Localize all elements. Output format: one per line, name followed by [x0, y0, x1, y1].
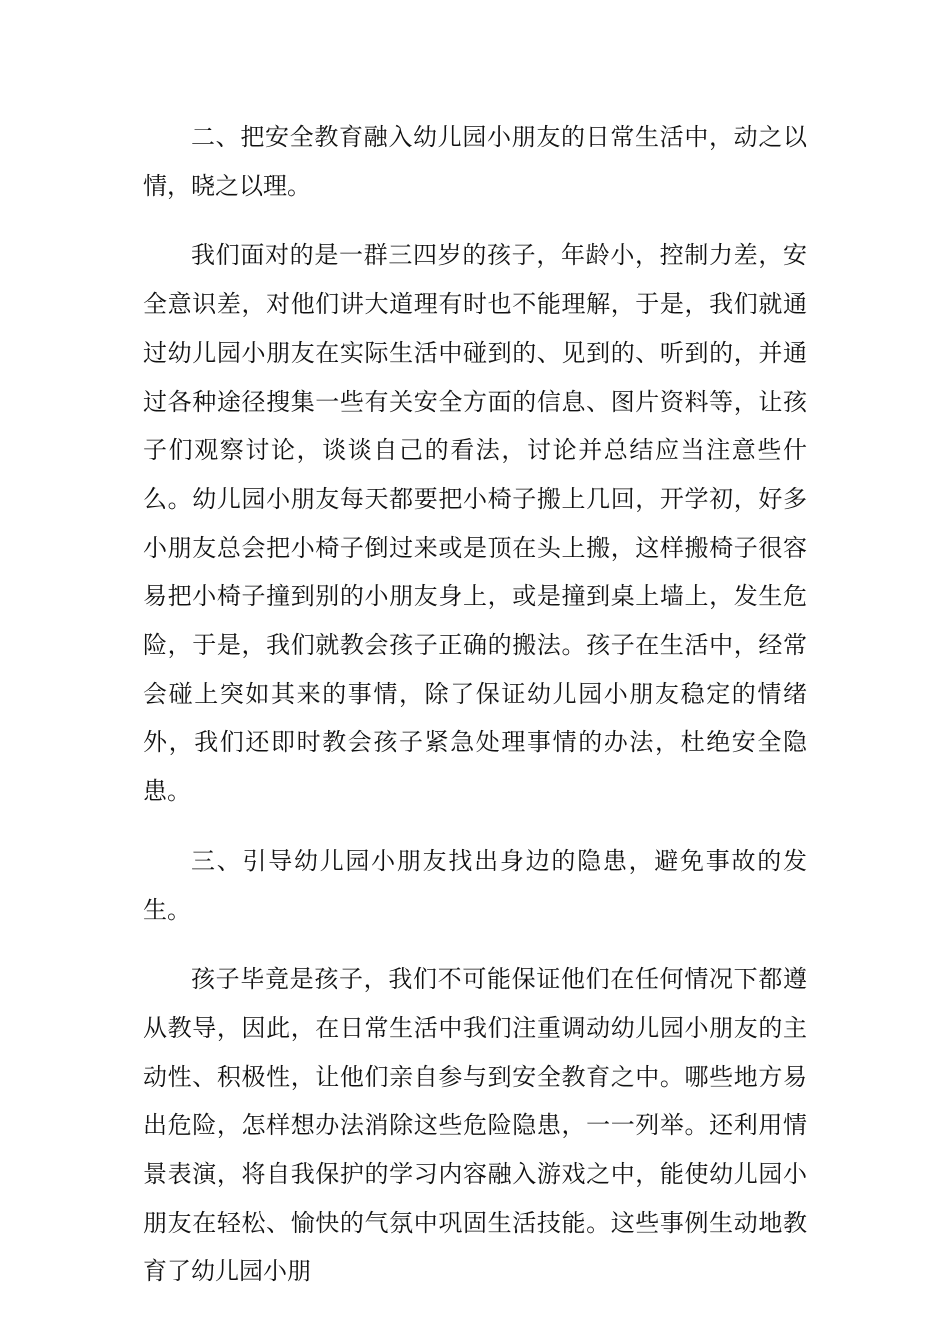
document-body: [143, 113, 807, 1296]
heading-section-three: 三、引导幼儿园小朋友找出身边的隐患，避免事故的发生。: [143, 846, 807, 924]
paragraph-body-one: 我们面对的是一群三四岁的孩子，年龄小，控制力差，安全意识差，对他们讲大道理有时也不能理解，于是，我们就通过幼儿园小朋友在实际生活中碰到的、见到的、听到的，并通过各种途径搜集一些有关安全方面的信息、图片资料等，让孩子们观察讨论，谈谈自己的看法，讨论并总结应当注意些什么。幼儿园小朋友每天都要把小椅子搬上几回，开学初，好多小朋友总会把小椅子倒过来或是顶在头上搬，这样搬椅子很容易把小椅子撞到别的小朋友身上，或是撞到桌上墙上，发生危险，于是，我们就教会孩子正确的搬法。孩子在生活中，经常会碰上突如其来的事情，除了保证幼儿园小朋友稳定的情绪外，我们还即时教会孩子紧急处理事情的办法，杜绝安全隐患。: [143, 241, 807, 806]
paragraph-body-two: 孩子毕竟是孩子，我们不可能保证他们在任何情况下都遵从教导，因此，在日常生活中我们注重调动幼儿园小朋友的主动性、积极性，让他们亲自参与到安全教育之中。哪些地方易出危险，怎样想办法消除这些危险隐患，一一列举。还利用情景表演，将自我保护的学习内容融入游戏之中，能使幼儿园小朋友在轻松、愉快的气氛中巩固生活技能。这些事例生动地教育了幼儿园小朋: [143, 965, 807, 1286]
heading-section-two: 二、把安全教育融入幼儿园小朋友的日常生活中，动之以情，晓之以理。: [143, 123, 807, 200]
